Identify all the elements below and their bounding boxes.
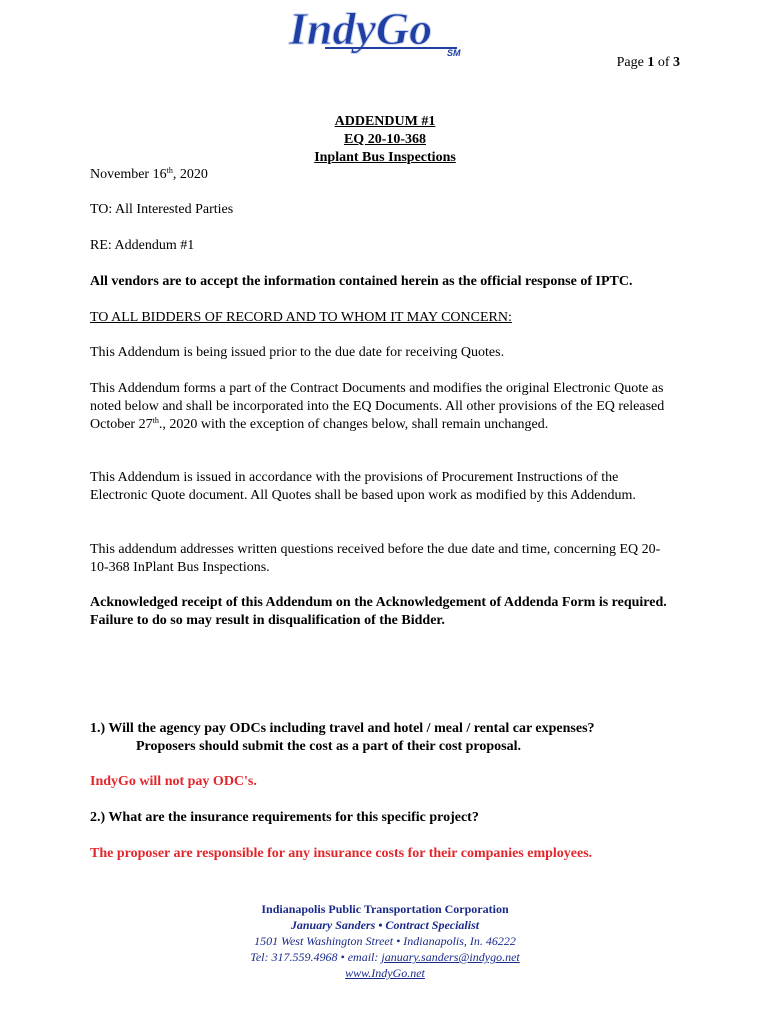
- document-heading: [0, 113, 770, 167]
- page-label: Page: [616, 55, 644, 70]
- question-1: [90, 720, 690, 756]
- date-year: , 2020: [172, 167, 208, 182]
- paragraph-2-suffix: th: [152, 416, 159, 425]
- answer-2: The proposer are responsible for any insurance costs for their companies employees.: [90, 846, 593, 861]
- bidders-line: TO ALL BIDDERS OF RECORD AND TO WHOM IT MAY CONCERN:: [90, 310, 512, 325]
- paragraph-4: This addendum addresses written questions received before the due date and time, concerning EQ 20-10-368 InPlant Bus Inspections.: [90, 542, 661, 575]
- question-1-text: 1.) Will the agency pay ODCs including travel and hotel / meal / rental car expenses?: [90, 721, 595, 736]
- page-number: [617, 55, 680, 71]
- question-2: 2.) What are the insurance requirements for this specific project?: [90, 810, 479, 825]
- paragraph-2: [90, 380, 682, 434]
- re-line: RE: Addendum #1: [90, 238, 195, 253]
- footer: [0, 901, 770, 981]
- page-total: 3: [673, 55, 680, 70]
- footer-address: 1501 West Washington Street • Indianapolis, In. 46222: [254, 934, 516, 948]
- indygo-logo: [0, 2, 770, 60]
- to-line: TO: All Interested Parties: [90, 202, 234, 217]
- logo-wordmark: IndyGo: [289, 3, 433, 54]
- footer-contact: January Sanders • Contract Specialist: [290, 918, 480, 932]
- paragraph-2-text: This Addendum forms a part of the Contract Documents and modifies the original Electronic Quote as noted below and shall be incorporated into the EQ Documents. All other provisions of the EQ released October 27: [90, 381, 665, 432]
- paragraph-1: This Addendum is being issued prior to the due date for receiving Quotes.: [90, 345, 505, 360]
- question-1-note: Proposers should submit the cost as a part of their cost proposal.: [136, 739, 522, 754]
- footer-website-link[interactable]: www.IndyGo.net: [345, 966, 425, 980]
- footer-website: [0, 965, 770, 981]
- paragraph-2-text-end: ., 2020 with the exception of changes below, shall remain unchanged.: [158, 417, 549, 432]
- footer-phone-email: [0, 949, 770, 965]
- answer-1: IndyGo will not pay ODC's.: [90, 774, 257, 789]
- date-text: November 16: [90, 167, 167, 182]
- eq-number: EQ 20-10-368: [343, 132, 427, 147]
- date-suffix: th: [166, 166, 173, 175]
- acknowledgement-notice: Acknowledged receipt of this Addendum on the Acknowledgement of Addenda Form is required. Failure to do so may result in disqualification of the Bidder.: [90, 595, 667, 628]
- page-of: of: [657, 55, 670, 70]
- project-title: Inplant Bus Inspections: [314, 150, 456, 165]
- addendum-title: ADDENDUM #1: [334, 114, 436, 129]
- logo-service-mark: SM: [447, 48, 461, 58]
- footer-phone: Tel: 317.559.4968 • email:: [250, 950, 382, 964]
- footer-email-link[interactable]: january.sanders@indygo.net: [381, 950, 520, 964]
- issue-date: [90, 166, 685, 184]
- paragraph-3: This Addendum is issued in accordance with the provisions of Procurement Instructions of the Electronic Quote document. All Quotes shall be based upon work as modified by this Addendum.: [90, 470, 636, 503]
- official-notice: All vendors are to accept the information contained herein as the official response of IPTC.: [90, 274, 633, 289]
- footer-organization: Indianapolis Public Transportation Corporation: [261, 902, 509, 916]
- page-current: 1: [647, 55, 655, 70]
- indygo-logo-graphic: [285, 2, 485, 58]
